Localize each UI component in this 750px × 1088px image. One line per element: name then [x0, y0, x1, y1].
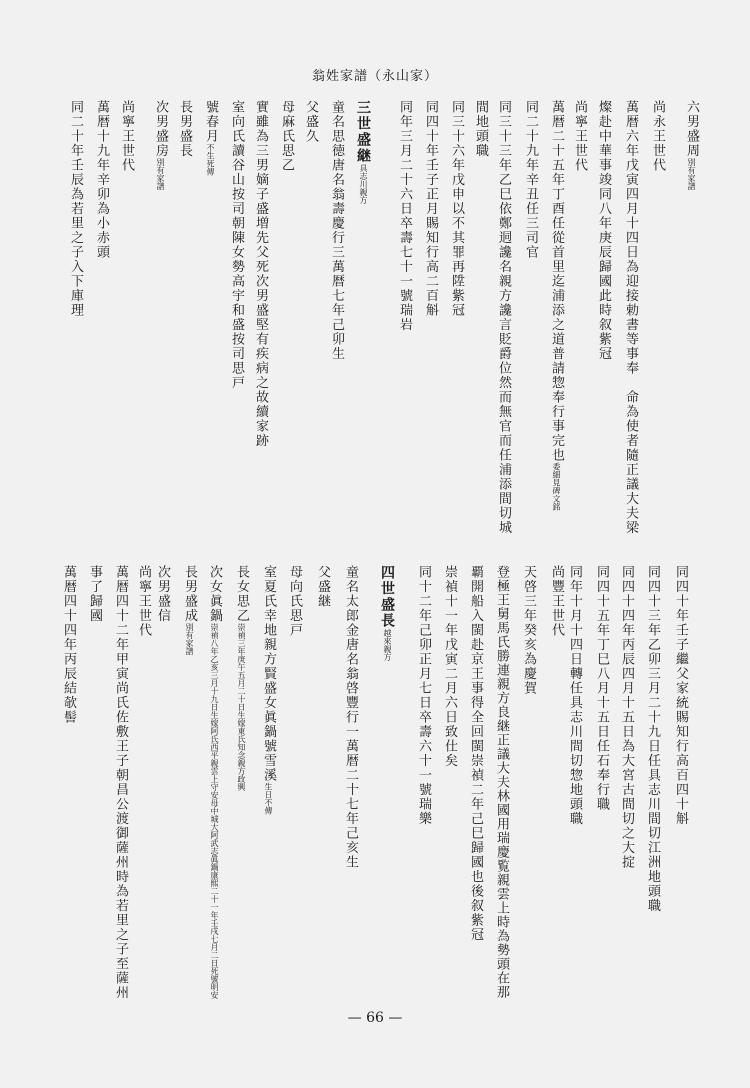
page-header: 翁姓家譜（永山家）	[311, 69, 438, 84]
text-column	[595, 565, 608, 812]
column-text: 同四十四年丙辰四月十五日為大宮古間切之大掟	[619, 565, 634, 870]
annotation-note: 越來親方	[383, 629, 392, 661]
column-text: 萬暦二十五年丁酉任從首里迄浦添之道普請惣奉行事完也	[549, 100, 564, 463]
annotation-note: 崇禎三年庚午五月二十日生嫁東氏知念親方政興	[237, 623, 246, 791]
column-text: 萬暦六年戊寅四月十四日為迎接勅書等事奉 命為使者隨正議大夫梁	[623, 100, 638, 535]
column-text: 次男盛房	[153, 100, 168, 158]
text-column	[651, 100, 664, 173]
text-column	[235, 565, 248, 791]
generation-heading	[380, 565, 394, 661]
text-column	[620, 565, 633, 870]
text-column	[154, 100, 167, 190]
annotation-note: 別有家譜	[185, 623, 194, 655]
annotation-note: 別有家譜	[687, 158, 696, 190]
column-text: 四世盛長	[379, 565, 395, 629]
text-column	[597, 100, 610, 361]
text-column	[208, 565, 221, 999]
text-column	[398, 100, 411, 332]
text-column	[183, 565, 196, 655]
annotation-note: 委細見碑文銘	[552, 462, 561, 511]
column-text: 室向氏讀谷山按司朝陳女勢高宇和盛按司思戸	[229, 100, 244, 390]
column-text: 童名思徳唐名翁壽慶行三萬暦七年己卯生	[329, 100, 344, 361]
text-column	[550, 565, 563, 638]
text-column	[280, 100, 293, 173]
text-column	[137, 565, 150, 638]
column-text: 母麻氏思乙	[279, 100, 294, 173]
column-text: 間地頭職	[473, 100, 488, 158]
column-text: 次男盛信	[155, 565, 170, 623]
column-text: 同二十年壬辰為若里之子入下庫理	[68, 100, 83, 318]
text-column	[568, 565, 581, 826]
text-column	[330, 100, 343, 361]
text-column	[95, 100, 108, 260]
text-column	[522, 565, 535, 696]
column-text: 燦赴中華事竣同八年庚辰歸國此時叙紫冠	[596, 100, 611, 361]
column-text: 尚永王世代	[650, 100, 665, 173]
text-column	[178, 100, 191, 158]
annotation-note: 不生死傳	[206, 143, 215, 176]
text-column	[156, 565, 169, 623]
text-column	[497, 100, 510, 535]
text-column	[443, 565, 456, 768]
text-column	[69, 100, 82, 318]
column-text: 同四十三年乙卯三月二十九日任具志川間切江洲地頭職	[645, 565, 660, 913]
text-column	[469, 565, 482, 942]
text-column	[550, 100, 563, 511]
annotation-note: 別有家譜	[156, 158, 165, 190]
column-text: 母向氏思戸	[287, 565, 302, 638]
text-column	[262, 565, 275, 815]
column-text: 尚寧王世代	[136, 565, 151, 638]
column-text: 尚寧王世代	[119, 100, 134, 173]
column-text: 父盛久	[303, 100, 318, 144]
column-text: 登極王舅馬氏勝連親方良継正議大夫林國用瑞慶覧親雲上時為勢頭在那	[494, 565, 509, 999]
column-text: 長女思乙	[234, 565, 249, 623]
text-column	[120, 100, 133, 173]
column-text: 同四十年壬子繼父家統賜知行高百四十斛	[673, 565, 688, 826]
column-text: 同三十三年乙巳依鄭迵讒名親方讒言貶爵位然而無官而任浦添間切城	[496, 100, 511, 535]
page-number: — 66 —	[347, 1010, 403, 1026]
column-text: 同二十九年辛丑任三司官	[523, 100, 538, 260]
column-text: 尚寧王世代	[572, 100, 587, 173]
text-column	[344, 565, 357, 870]
column-text: 同四十五年丁巳八月十五日任石奉行職	[594, 565, 609, 812]
column-text: 萬暦四十二年甲寅尚氏佐敷王子朝昌公渡御薩州時為若里之子至薩州	[113, 565, 128, 1000]
text-column	[417, 565, 430, 826]
column-text: 萬暦十九年辛卯為小赤頭	[94, 100, 109, 260]
column-text: 同十二年己卯正月七日卒壽六十一號瑞樂	[416, 565, 431, 826]
column-text: 室夏氏幸地親方賢盛女眞鍋號雪溪	[261, 565, 276, 783]
text-column	[316, 565, 329, 609]
text-column	[254, 100, 267, 448]
column-text: 天啓三年癸亥為慶賀	[521, 565, 536, 696]
text-column	[646, 565, 659, 913]
annotation-note: 崇禎八年乙亥三月十九日生嫁阿氏西平親雲上守安母中城大阿武志眞鍋康熙二十一年壬戌七月二日死號明安	[210, 623, 219, 999]
column-text: 事了歸國	[87, 565, 102, 623]
column-text: 三世盛継	[355, 100, 371, 164]
column-text: 次女眞鍋	[207, 565, 222, 623]
column-text: 長男盛成	[182, 565, 197, 623]
column-text: 父盛継	[315, 565, 330, 609]
text-column	[474, 100, 487, 158]
text-column	[624, 100, 637, 535]
column-text: 實雖為三男嫡子盛増先父死次男盛堅有疾病之故續家跡	[253, 100, 268, 448]
column-text: 同三十六年戊申以不其罪再陞紫冠	[449, 100, 464, 318]
text-column	[495, 565, 508, 999]
column-text: 崇禎十一年戊寅二月六日致仕矣	[442, 565, 457, 768]
text-column	[204, 100, 217, 176]
text-column	[674, 565, 687, 826]
column-text: 萬暦四十四年丙辰結欹髻	[61, 565, 76, 725]
text-column	[685, 100, 698, 190]
column-text: 尚豐王世代	[549, 565, 564, 638]
text-column	[88, 565, 101, 623]
text-column	[573, 100, 586, 173]
text-column	[62, 565, 75, 725]
column-text: 號春月	[203, 100, 218, 144]
text-column	[230, 100, 243, 390]
column-text: 童名太郎金唐名翁啓豐行一萬暦二十七年己亥生	[343, 565, 358, 870]
text-column	[114, 565, 127, 1000]
column-text: 同年三月二十六日卒壽七十一號瑞岩	[397, 100, 412, 332]
text-column	[524, 100, 537, 260]
generation-heading	[356, 100, 370, 204]
text-column	[450, 100, 463, 318]
text-column	[304, 100, 317, 144]
column-text: 同四十年壬子正月賜知行高二百斛	[423, 100, 438, 318]
column-text: 長男盛長	[177, 100, 192, 158]
text-column	[424, 100, 437, 318]
column-text: 同年十月十四日轉任具志川間切惣地頭職	[567, 565, 582, 826]
annotation-note: 具志川親方	[359, 164, 368, 204]
text-column	[288, 565, 301, 638]
column-text: 六男盛周	[684, 100, 699, 158]
column-text: 覇開船入閩赴京王事得全回閩崇禎二年己巳歸國也後叙紫冠	[468, 565, 483, 942]
annotation-note: 生日不傳	[264, 782, 273, 815]
